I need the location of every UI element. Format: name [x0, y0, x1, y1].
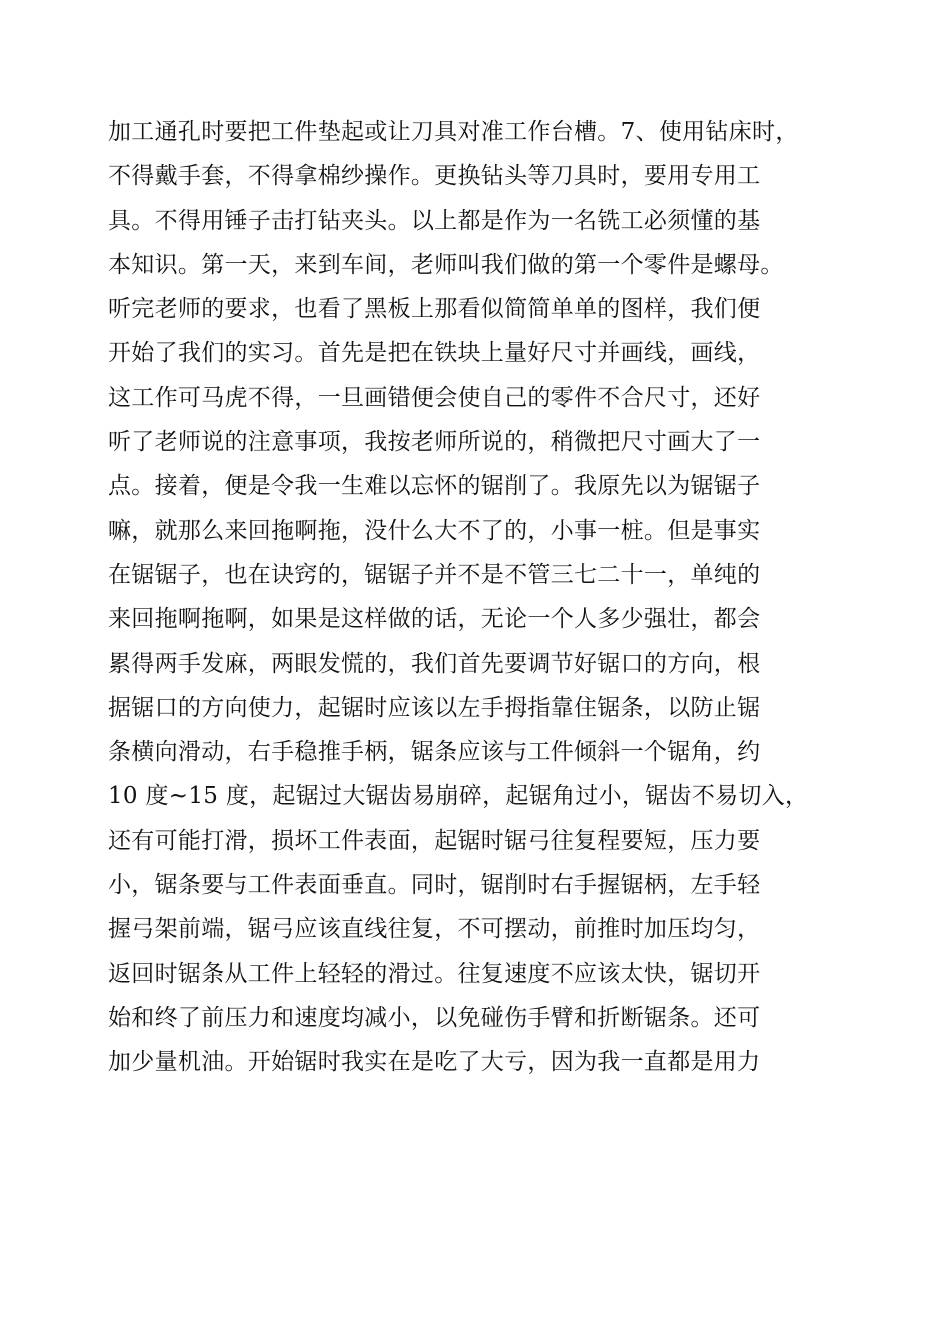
text-line: 点。接着，便是令我一生难以忘怀的锯削了。我原先以为锯锯子 — [108, 473, 761, 500]
text-line: 握弓架前端，锯弓应该直线往复，不可摆动，前推时加压均匀， — [108, 916, 761, 943]
text-line: 来回拖啊拖啊，如果是这样做的话，无论一个人多少强壮，都会 — [108, 606, 761, 633]
text-line: 在锯锯子，也在诀窍的，锯锯子并不是不管三七二十一，单纯的 — [108, 561, 761, 588]
text-line: 听了老师说的注意事项，我按老师所说的，稍微把尺寸画大了一 — [108, 429, 761, 456]
text-line: 加工通孔时要把工件垫起或让刀具对准工作台槽。7、使用钻床时， — [108, 119, 799, 145]
text-line: 累得两手发麻，两眼发慌的，我们首先要调节好锯口的方向，根 — [108, 650, 761, 677]
text-line: 具。不得用锤子击打钻夹头。以上都是作为一名铣工必须懂的基 — [108, 207, 761, 234]
text-line: 本知识。第一天，来到车间，老师叫我们做的第一个零件是螺母。 — [108, 251, 784, 278]
text-line: 听完老师的要求，也看了黑板上那看似简简单单的图样，我们便 — [108, 296, 761, 323]
text-line: 10 度~15 度，起锯过大锯齿易崩碎，起锯角过小，锯齿不易切入， — [108, 783, 809, 810]
text-line: 始和终了前压力和速度均减小，以免碰伤手臂和折断锯条。还可 — [108, 1004, 761, 1031]
text-line: 开始了我们的实习。首先是把在铁块上量好尺寸并画线，画线， — [108, 340, 761, 367]
text-line: 加少量机油。开始锯时我实在是吃了大亏，因为我一直都是用力 — [108, 1049, 761, 1076]
text-line: 小，锯条要与工件表面垂直。同时，锯削时右手握锯柄，左手轻 — [108, 872, 761, 899]
text-line: 据锯口的方向使力，起锯时应该以左手拇指靠住锯条，以防止锯 — [108, 694, 761, 721]
text-line: 返回时锯条从工件上轻轻的滑过。往复速度不应该太快，锯切开 — [108, 960, 761, 987]
text-line: 不得戴手套，不得拿棉纱操作。更换钻头等刀具时，要用专用工 — [108, 163, 761, 190]
text-line: 还有可能打滑，损坏工件表面，起锯时锯弓往复程要短，压力要 — [108, 827, 761, 854]
body-text — [108, 110, 868, 1085]
text-line: 条横向滑动，右手稳推手柄，锯条应该与工件倾斜一个锯角，约 — [108, 739, 761, 766]
text-line: 这工作可马虎不得，一旦画错便会使自己的零件不合尺寸，还好 — [108, 384, 761, 411]
text-line: 嘛，就那么来回拖啊拖，没什么大不了的，小事一桩。但是事实 — [108, 517, 761, 544]
